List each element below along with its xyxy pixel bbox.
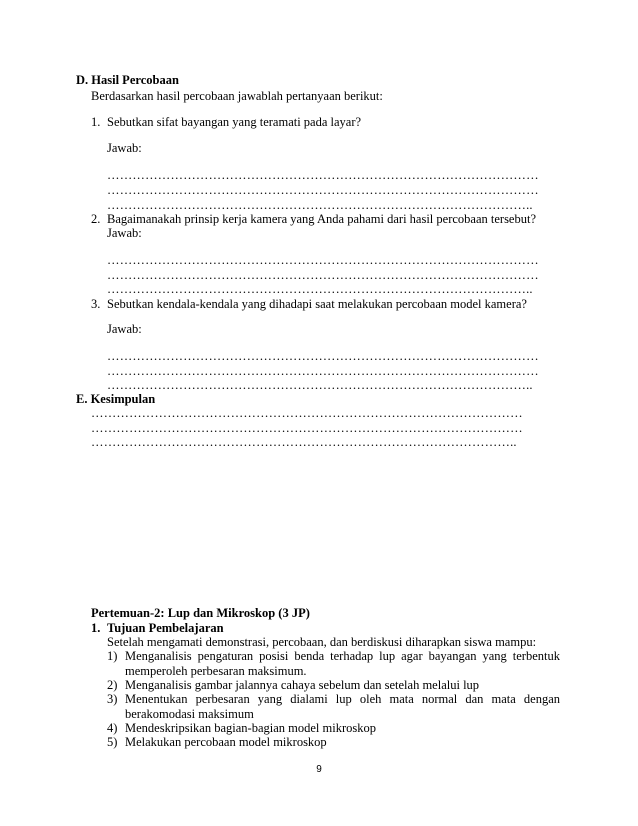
question-1-answer-line-1: ………………………………………………………………………………………… [107,168,539,182]
section-e-heading: E. Kesimpulan [76,392,156,406]
objective-1-text-line-1: Menganalisis pengaturan posisi benda terhadap lup agar bayangan yang terbentuk [125,649,560,663]
question-1-text: Sebutkan sifat bayangan yang teramati pada layar? [107,115,362,129]
question-2-answer-line-3: ……………………………………………………………………………………….. [107,282,533,296]
objective-2-number: 2) [107,678,118,692]
question-1-answer-line-3: ……………………………………………………………………………………….. [107,198,533,212]
conclusion-line-1: ………………………………………………………………………………………… [91,406,523,420]
objective-5-text: Melakukan percobaan model mikroskop [125,735,327,749]
question-3-jawab: Jawab: [107,322,142,336]
question-1-number: 1. [91,115,101,129]
question-1-jawab: Jawab: [107,141,142,155]
question-2-number: 2. [91,212,101,226]
question-1-answer-line-2: ………………………………………………………………………………………… [107,183,539,197]
question-2-jawab: Jawab: [107,226,142,240]
objective-5-number: 5) [107,735,118,749]
question-3-answer-line-2: ………………………………………………………………………………………… [107,364,539,378]
objective-3-text-line-1: Menentukan perbesaran yang dialami lup oleh mata normal dan mata dengan [125,692,560,706]
question-2-answer-line-2: ………………………………………………………………………………………… [107,268,539,282]
section-d-heading: D. Hasil Percobaan [76,73,179,87]
question-2-answer-line-1: ………………………………………………………………………………………… [107,253,539,267]
question-3-number: 3. [91,297,101,311]
objective-4-text: Mendeskripsikan bagian-bagian model mikroskop [125,721,376,735]
meeting-2-title: Pertemuan-2: Lup dan Mikroskop (3 JP) [91,606,310,620]
conclusion-line-3: ……………………………………………………………………………………….. [91,435,517,449]
objective-4-number: 4) [107,721,118,735]
objectives-intro: Setelah mengamati demonstrasi, percobaan, dan berdiskusi diharapkan siswa mampu: [107,635,537,649]
question-3-answer-line-3: ……………………………………………………………………………………….. [107,378,533,392]
objectives-number: 1. [91,621,101,635]
objective-2-text: Menganalisis gambar jalannya cahaya sebelum dan setelah melalui lup [125,678,480,692]
question-3-text: Sebutkan kendala-kendala yang dihadapi saat melakukan percobaan model kamera? [107,297,527,311]
objectives-heading: Tujuan Pembelajaran [107,621,224,635]
section-d-intro: Berdasarkan hasil percobaan jawablah pertanyaan berikut: [91,89,383,103]
page-number: 9 [316,764,322,775]
objective-3-text-line-2: berakomodasi maksimum [125,707,254,721]
objective-1-number: 1) [107,649,118,663]
question-2-text: Bagaimanakah prinsip kerja kamera yang Anda pahami dari hasil percobaan tersebut? [107,212,536,226]
question-3-answer-line-1: ………………………………………………………………………………………… [107,349,539,363]
objective-3-number: 3) [107,692,118,706]
objective-1-text-line-2: memperoleh perbesaran maksimum. [125,664,307,678]
conclusion-line-2: ………………………………………………………………………………………… [91,421,523,435]
